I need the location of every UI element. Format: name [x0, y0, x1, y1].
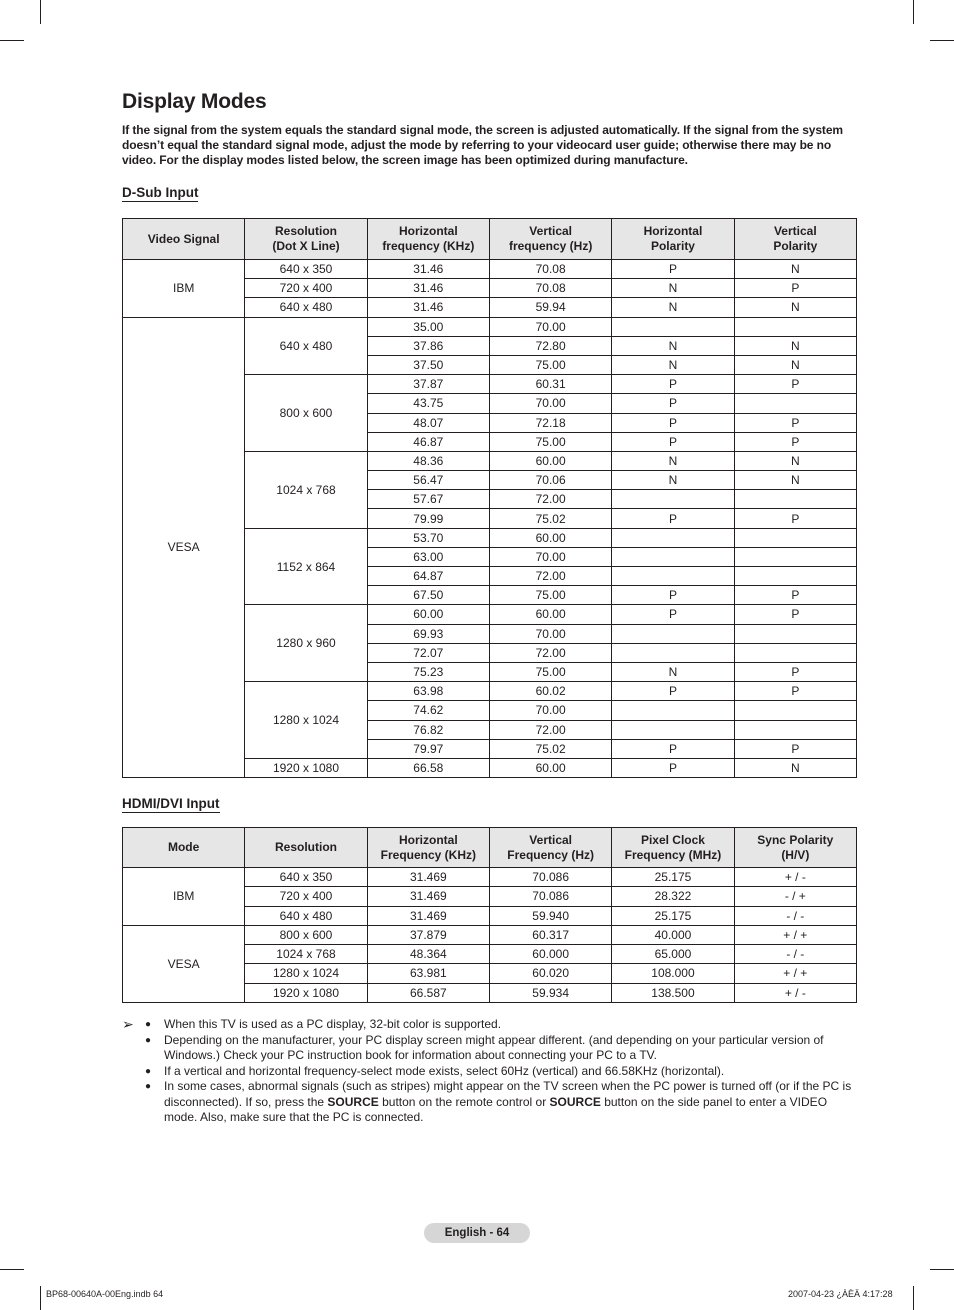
vertical-frequency-cell: 70.00	[489, 317, 611, 336]
header-label: Horizontal	[643, 224, 703, 238]
header-label: Sync Polarity	[757, 832, 834, 847]
horizontal-polarity-cell: N	[612, 355, 734, 374]
header-resolution	[245, 828, 367, 868]
vertical-frequency-cell: 70.00	[489, 547, 611, 566]
resolution-cell: 720 x 400	[245, 279, 367, 298]
horizontal-frequency-cell: 31.46	[367, 260, 489, 279]
horizontal-polarity-cell: N	[612, 279, 734, 298]
video-signal-cell: VESA	[123, 317, 245, 778]
vertical-frequency-cell: 75.00	[489, 432, 611, 451]
note-emphasis: SOURCE	[327, 1094, 379, 1109]
crop-mark	[913, 1286, 914, 1310]
header-vertical-frequency	[489, 828, 611, 868]
vertical-polarity-cell	[734, 394, 856, 413]
vertical-polarity-cell: P	[734, 375, 856, 394]
vertical-frequency-cell: 72.00	[489, 567, 611, 586]
horizontal-polarity-cell	[612, 547, 734, 566]
header-label: Frequency (KHz)	[380, 847, 476, 862]
horizontal-polarity-cell: P	[612, 509, 734, 528]
vertical-polarity-cell	[734, 720, 856, 739]
header-label: (Dot X Line)	[272, 239, 340, 253]
horizontal-frequency-cell: 31.46	[367, 298, 489, 317]
header-video-signal	[123, 219, 245, 260]
horizontal-polarity-cell: P	[612, 432, 734, 451]
horizontal-frequency-cell: 66.58	[367, 758, 489, 777]
horizontal-polarity-cell	[612, 317, 734, 336]
vertical-polarity-cell	[734, 624, 856, 643]
mode-cell: VESA	[123, 925, 245, 1002]
sync-polarity-cell: - / -	[734, 906, 856, 925]
header-label: Horizontal	[398, 832, 458, 847]
sync-polarity-cell: - / +	[734, 887, 856, 906]
pixel-clock-cell: 40.000	[612, 925, 734, 944]
vertical-polarity-cell: P	[734, 432, 856, 451]
resolution-cell: 800 x 600	[245, 375, 367, 452]
horizontal-frequency-cell: 66.587	[367, 983, 489, 1002]
horizontal-frequency-cell: 60.00	[367, 605, 489, 624]
vertical-polarity-cell	[734, 701, 856, 720]
vertical-frequency-cell: 59.934	[489, 983, 611, 1002]
horizontal-polarity-cell	[612, 490, 734, 509]
horizontal-polarity-cell: P	[612, 739, 734, 758]
vertical-polarity-cell: N	[734, 451, 856, 470]
vertical-polarity-cell	[734, 317, 856, 336]
resolution-cell: 1024 x 768	[245, 451, 367, 528]
horizontal-polarity-cell: N	[612, 662, 734, 681]
horizontal-frequency-cell: 79.97	[367, 739, 489, 758]
horizontal-frequency-cell: 67.50	[367, 586, 489, 605]
hdmi-modes-table	[122, 827, 857, 1003]
vertical-polarity-cell	[734, 490, 856, 509]
vertical-frequency-cell: 70.00	[489, 394, 611, 413]
page-number-badge: English - 64	[424, 1223, 530, 1243]
horizontal-frequency-cell: 63.00	[367, 547, 489, 566]
vertical-polarity-cell: P	[734, 605, 856, 624]
sync-polarity-cell: - / -	[734, 945, 856, 964]
resolution-cell: 1280 x 1024	[245, 682, 367, 759]
vertical-polarity-cell	[734, 567, 856, 586]
horizontal-polarity-cell	[612, 701, 734, 720]
vertical-polarity-cell: N	[734, 298, 856, 317]
vertical-frequency-cell: 75.00	[489, 355, 611, 374]
resolution-cell: 800 x 600	[245, 925, 367, 944]
horizontal-frequency-cell: 37.50	[367, 355, 489, 374]
horizontal-frequency-cell: 76.82	[367, 720, 489, 739]
note-text: In some cases, abnormal signals (such as stripes) might appear on the TV screen when the PC power is turned off (or if the PC is disconnected). If so, press the	[164, 1079, 852, 1109]
horizontal-polarity-cell: N	[612, 471, 734, 490]
pixel-clock-cell: 25.175	[612, 906, 734, 925]
resolution-cell: 1280 x 960	[245, 605, 367, 682]
horizontal-frequency-cell: 31.469	[367, 906, 489, 925]
vertical-frequency-cell: 60.000	[489, 945, 611, 964]
hdmi-section-title: HDMI/DVI Input	[122, 796, 220, 811]
horizontal-frequency-cell: 69.93	[367, 624, 489, 643]
header-label: Vertical	[773, 224, 817, 238]
crop-mark	[40, 1286, 41, 1310]
horizontal-polarity-cell: P	[612, 413, 734, 432]
header-mode	[123, 828, 245, 868]
vertical-frequency-cell: 59.940	[489, 906, 611, 925]
horizontal-polarity-cell: P	[612, 682, 734, 701]
crop-mark	[930, 1269, 954, 1270]
vertical-frequency-cell: 60.31	[489, 375, 611, 394]
header-horizontal-polarity	[612, 219, 734, 260]
footer-timestamp: 2007-04-23 ¿ÀÈÄ 4:17:28	[788, 1289, 893, 1299]
vertical-frequency-cell: 75.00	[489, 662, 611, 681]
dsub-modes-table	[122, 218, 857, 778]
vertical-polarity-cell: N	[734, 471, 856, 490]
note-text: If a vertical and horizontal frequency-select mode exists, select 60Hz (vertical) and 66.58KHz (horizontal).	[164, 1063, 725, 1078]
table-header-row	[123, 219, 857, 260]
horizontal-polarity-cell	[612, 720, 734, 739]
header-label: (H/V)	[781, 847, 810, 862]
note-text: button on the side panel to enter a VIDEO mode. Also, make sure that the PC is connected.	[164, 1094, 828, 1124]
vertical-polarity-cell: P	[734, 682, 856, 701]
resolution-cell: 1152 x 864	[245, 528, 367, 605]
sync-polarity-cell: + / -	[734, 868, 856, 887]
resolution-cell: 1920 x 1080	[245, 758, 367, 777]
vertical-frequency-cell: 70.08	[489, 260, 611, 279]
bullet-icon: ●	[145, 1019, 152, 1030]
vertical-polarity-cell: P	[734, 739, 856, 758]
vertical-polarity-cell: P	[734, 509, 856, 528]
horizontal-polarity-cell: P	[612, 375, 734, 394]
table-row	[123, 260, 857, 279]
header-sync-polarity	[734, 828, 856, 868]
vertical-frequency-cell: 75.00	[489, 586, 611, 605]
crop-mark	[930, 40, 954, 41]
vertical-polarity-cell: P	[734, 413, 856, 432]
note-arrow-icon: ➢	[122, 1016, 134, 1032]
vertical-frequency-cell: 75.02	[489, 739, 611, 758]
horizontal-frequency-cell: 35.00	[367, 317, 489, 336]
video-signal-cell: IBM	[123, 260, 245, 318]
crop-mark	[913, 0, 914, 24]
note-text: Depending on the manufacturer, your PC display screen might appear different. (and depending on your particular version of Windows.) Check your PC instruction book for information about connecting your PC to a TV.	[164, 1032, 824, 1062]
vertical-frequency-cell: 75.02	[489, 509, 611, 528]
header-label: Frequency (Hz)	[507, 847, 594, 862]
vertical-frequency-cell: 70.06	[489, 471, 611, 490]
note-text: When this TV is used as a PC display, 32-bit color is supported.	[164, 1017, 502, 1031]
footer-file-info: BP68-00640A-00Eng.indb 64	[46, 1289, 164, 1299]
horizontal-frequency-cell: 63.981	[367, 964, 489, 983]
horizontal-frequency-cell: 31.469	[367, 868, 489, 887]
vertical-polarity-cell: N	[734, 758, 856, 777]
horizontal-frequency-cell: 53.70	[367, 528, 489, 547]
resolution-cell: 640 x 350	[245, 260, 367, 279]
horizontal-polarity-cell: N	[612, 451, 734, 470]
horizontal-polarity-cell	[612, 528, 734, 547]
table-row	[123, 868, 857, 887]
note-item	[122, 1017, 857, 1032]
horizontal-frequency-cell: 48.07	[367, 413, 489, 432]
vertical-frequency-cell: 72.18	[489, 413, 611, 432]
resolution-cell: 640 x 350	[245, 868, 367, 887]
header-vertical-polarity	[734, 219, 856, 260]
vertical-frequency-cell: 60.00	[489, 605, 611, 624]
header-pixel-clock	[612, 828, 734, 868]
vertical-frequency-cell: 60.020	[489, 964, 611, 983]
pixel-clock-cell: 25.175	[612, 868, 734, 887]
table-row	[123, 317, 857, 336]
crop-mark	[0, 1269, 24, 1270]
dsub-table-body	[123, 260, 857, 778]
vertical-frequency-cell: 59.94	[489, 298, 611, 317]
header-horizontal-frequency	[367, 219, 489, 260]
vertical-polarity-cell: N	[734, 260, 856, 279]
header-horizontal-frequency	[367, 828, 489, 868]
pixel-clock-cell: 108.000	[612, 964, 734, 983]
pixel-clock-cell: 138.500	[612, 983, 734, 1002]
header-label: Mode	[167, 840, 200, 854]
horizontal-polarity-cell	[612, 643, 734, 662]
header-label: Video Signal	[147, 231, 220, 246]
sync-polarity-cell: + / +	[734, 964, 856, 983]
page-title: Display Modes	[122, 90, 267, 113]
sync-polarity-cell: + / -	[734, 983, 856, 1002]
notes-section	[122, 1017, 857, 1126]
intro-paragraph: If the signal from the system equals the standard signal mode, the screen is adjusted automatically. If the signal from the system doesn’t equal the standard signal mode, adjust the mode by referring to your videocard user guide; otherwise there may be no video. For the display modes listed below, the screen image has been optimized during manufacture.	[122, 123, 843, 168]
note-item	[122, 1064, 857, 1079]
header-label: frequency (KHz)	[382, 239, 475, 253]
note-item	[122, 1079, 857, 1125]
horizontal-polarity-cell: P	[612, 260, 734, 279]
vertical-frequency-cell: 60.00	[489, 758, 611, 777]
horizontal-frequency-cell: 37.86	[367, 336, 489, 355]
header-label: Polarity	[773, 239, 818, 253]
bullet-icon: ●	[145, 1034, 152, 1046]
vertical-frequency-cell: 60.00	[489, 451, 611, 470]
resolution-cell: 640 x 480	[245, 906, 367, 925]
horizontal-frequency-cell: 46.87	[367, 432, 489, 451]
horizontal-frequency-cell: 56.47	[367, 471, 489, 490]
hdmi-table-body	[123, 868, 857, 1003]
horizontal-polarity-cell: P	[612, 394, 734, 413]
header-label: frequency (Hz)	[508, 239, 593, 253]
vertical-frequency-cell: 60.317	[489, 925, 611, 944]
horizontal-frequency-cell: 79.99	[367, 509, 489, 528]
vertical-frequency-cell: 70.08	[489, 279, 611, 298]
vertical-polarity-cell	[734, 643, 856, 662]
vertical-frequency-cell: 72.00	[489, 490, 611, 509]
vertical-frequency-cell: 70.086	[489, 868, 611, 887]
horizontal-frequency-cell: 57.67	[367, 490, 489, 509]
sync-polarity-cell: + / +	[734, 925, 856, 944]
vertical-polarity-cell: N	[734, 336, 856, 355]
vertical-polarity-cell: P	[734, 279, 856, 298]
table-row	[123, 925, 857, 944]
header-label: Frequency (MHz)	[624, 847, 722, 862]
resolution-cell: 1280 x 1024	[245, 964, 367, 983]
horizontal-frequency-cell: 74.62	[367, 701, 489, 720]
pixel-clock-cell: 28.322	[612, 887, 734, 906]
dsub-section-title: D-Sub Input	[122, 185, 199, 200]
horizontal-frequency-cell: 63.98	[367, 682, 489, 701]
resolution-cell: 1920 x 1080	[245, 983, 367, 1002]
horizontal-polarity-cell: N	[612, 298, 734, 317]
horizontal-polarity-cell	[612, 624, 734, 643]
note-item	[122, 1033, 857, 1064]
table-header-row	[123, 828, 857, 868]
header-resolution	[245, 219, 367, 260]
pixel-clock-cell: 65.000	[612, 945, 734, 964]
vertical-polarity-cell: N	[734, 355, 856, 374]
note-emphasis: SOURCE	[549, 1094, 601, 1109]
horizontal-polarity-cell: N	[612, 336, 734, 355]
resolution-cell: 1024 x 768	[245, 945, 367, 964]
vertical-polarity-cell: P	[734, 662, 856, 681]
horizontal-frequency-cell: 37.879	[367, 925, 489, 944]
horizontal-frequency-cell: 43.75	[367, 394, 489, 413]
vertical-frequency-cell: 70.00	[489, 624, 611, 643]
resolution-cell: 640 x 480	[245, 298, 367, 317]
vertical-frequency-cell: 72.80	[489, 336, 611, 355]
header-label: Horizontal	[398, 224, 458, 238]
horizontal-frequency-cell: 75.23	[367, 662, 489, 681]
horizontal-frequency-cell: 64.87	[367, 567, 489, 586]
header-label: Vertical	[529, 832, 572, 847]
vertical-polarity-cell: P	[734, 586, 856, 605]
horizontal-frequency-cell: 31.46	[367, 279, 489, 298]
horizontal-polarity-cell: P	[612, 758, 734, 777]
header-vertical-frequency	[489, 219, 611, 260]
mode-cell: IBM	[123, 868, 245, 926]
header-label: Resolution	[274, 840, 337, 854]
crop-mark	[0, 40, 24, 41]
vertical-frequency-cell: 72.00	[489, 720, 611, 739]
notes-list	[122, 1017, 857, 1125]
horizontal-frequency-cell: 37.87	[367, 375, 489, 394]
resolution-cell: 720 x 400	[245, 887, 367, 906]
vertical-frequency-cell: 70.086	[489, 887, 611, 906]
vertical-frequency-cell: 72.00	[489, 643, 611, 662]
bullet-icon: ●	[145, 1065, 152, 1077]
vertical-polarity-cell	[734, 547, 856, 566]
header-label: Polarity	[650, 239, 695, 253]
vertical-frequency-cell: 60.00	[489, 528, 611, 547]
horizontal-frequency-cell: 72.07	[367, 643, 489, 662]
horizontal-polarity-cell	[612, 567, 734, 586]
resolution-cell: 640 x 480	[245, 317, 367, 375]
vertical-frequency-cell: 70.00	[489, 701, 611, 720]
horizontal-frequency-cell: 48.364	[367, 945, 489, 964]
horizontal-polarity-cell: P	[612, 586, 734, 605]
header-label: Resolution	[274, 224, 337, 238]
vertical-frequency-cell: 60.02	[489, 682, 611, 701]
horizontal-polarity-cell: P	[612, 605, 734, 624]
bullet-icon: ●	[145, 1081, 152, 1093]
horizontal-frequency-cell: 31.469	[367, 887, 489, 906]
vertical-polarity-cell	[734, 528, 856, 547]
horizontal-frequency-cell: 48.36	[367, 451, 489, 470]
header-label: Vertical	[529, 224, 572, 238]
note-text: button on the remote control or	[378, 1094, 550, 1109]
crop-mark	[40, 0, 41, 24]
header-label: Pixel Clock	[640, 832, 705, 847]
